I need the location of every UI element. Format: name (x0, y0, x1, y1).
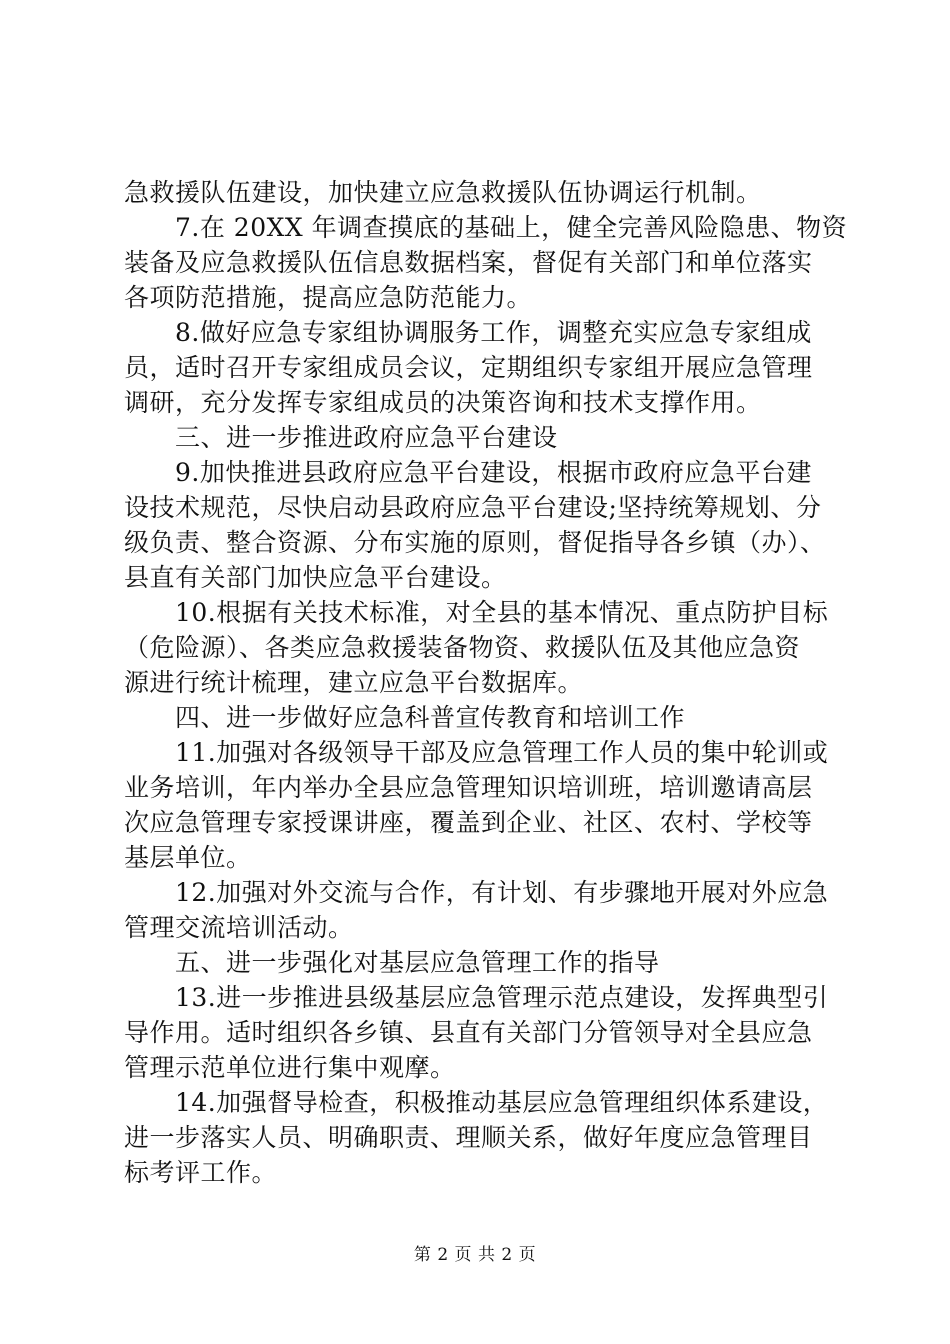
list-item-13: 13.进一步推进县级基层应急管理示范点建设，发挥典型引 (175, 983, 829, 1012)
text-line: 调研，充分发挥专家组成员的决策咨询和技术支撑作用。 (124, 388, 762, 417)
text-line: 县直有关部门加快应急平台建设。 (124, 563, 507, 592)
section-heading: 四、进一步做好应急科普宣传教育和培训工作 (175, 703, 686, 732)
section-heading: 五、进一步强化对基层应急管理工作的指导 (175, 948, 660, 977)
text-line: 基层单位。 (124, 843, 252, 872)
text-line: 业务培训，年内举办全县应急管理知识培训班，培训邀请高层 (124, 773, 813, 802)
list-item-8: 8.做好应急专家组协调服务工作，调整充实应急专家组成 (175, 318, 812, 347)
text-line: 进一步落实人员、明确职责、理顺关系，做好年度应急管理目 (124, 1123, 813, 1152)
list-item-14: 14.加强督导检查，积极推动基层应急管理组织体系建设， (175, 1088, 829, 1117)
list-item-12: 12.加强对外交流与合作，有计划、有步骤地开展对外应急 (175, 878, 829, 907)
list-item-10: 10.根据有关技术标准，对全县的基本情况、重点防护目标 (175, 598, 829, 627)
text-line: 级负责、整合资源、分布实施的原则，督促指导各乡镇（办）、 (124, 528, 826, 557)
text-line: 员，适时召开专家组成员会议，定期组织专家组开展应急管理 (124, 353, 813, 382)
text-line: 导作用。适时组织各乡镇、县直有关部门分管领导对全县应急 (124, 1018, 813, 1047)
section-heading: 三、进一步推进政府应急平台建设 (175, 423, 558, 452)
text-line: 管理交流培训活动。 (124, 913, 354, 942)
text-line: 装备及应急救援队伍信息数据档案，督促有关部门和单位落实 (124, 248, 813, 277)
text-line: 管理示范单位进行集中观摩。 (124, 1053, 456, 1082)
list-item-9: 9.加快推进县政府应急平台建设，根据市政府应急平台建 (175, 458, 812, 487)
text-line: 次应急管理专家授课讲座，覆盖到企业、社区、农村、学校等 (124, 808, 813, 837)
text-line: 各项防范措施，提高应急防范能力。 (124, 283, 533, 312)
text-line: 急救援队伍建设，加快建立应急救援队伍协调运行机制。 (124, 178, 762, 207)
list-item-7: 7.在 20XX 年调查摸底的基础上，健全完善风险隐患、物资 (175, 213, 848, 242)
page-number-footer: 第 2 页 共 2 页 (413, 1245, 537, 1265)
text-line: （危险源）、各类应急救援装备物资、救援队伍及其他应急资 (124, 633, 801, 662)
text-line: 源进行统计梳理，建立应急平台数据库。 (124, 668, 584, 697)
text-line: 标考评工作。 (124, 1158, 278, 1187)
list-item-11: 11.加强对各级领导干部及应急管理工作人员的集中轮训或 (175, 738, 829, 767)
text-line: 设技术规范，尽快启动县政府应急平台建设;坚持统筹规划、分 (124, 493, 822, 522)
